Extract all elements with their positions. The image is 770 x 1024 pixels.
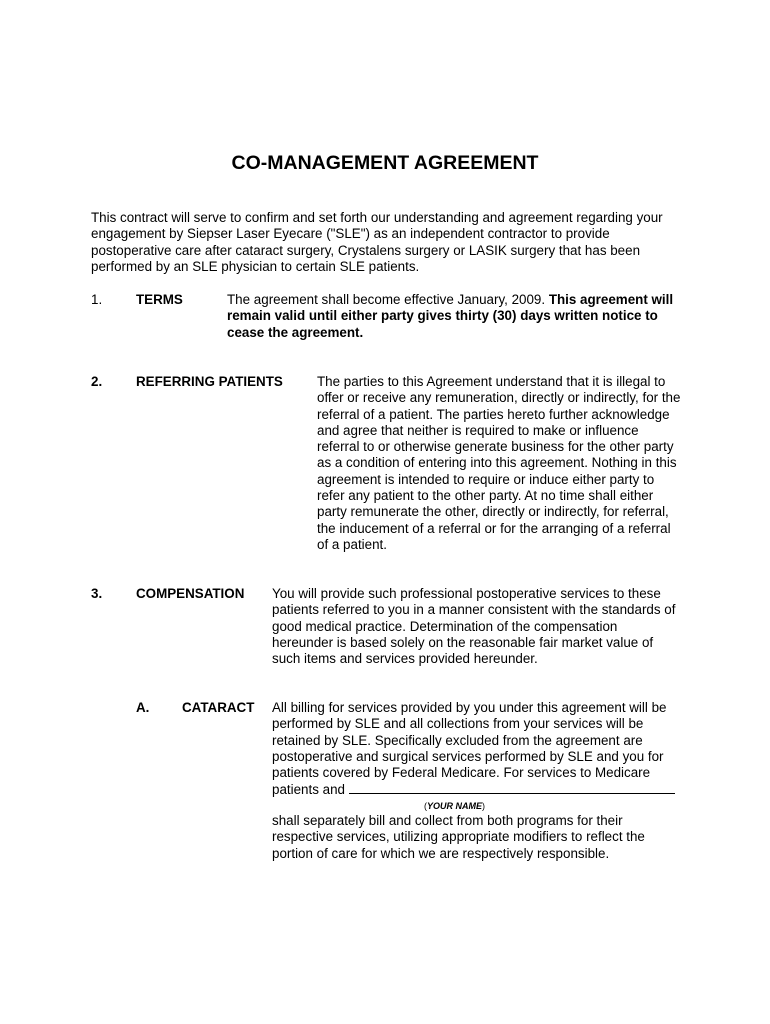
section-2-body: The parties to this Agreement understand that it is illegal to offer or receive any remuneration, directly or indirectly, for the referral of a patient. The parties hereto further acknowledge and agree that neither is required to make or influence referral to or otherwise generate business for the other party as a condition of entering into this agreement. Nothing in this agreement is intended to require or induce either party to refer any patient to the other party. At no time shall either party remunerate the other, directly or indirectly, for referral, the inducement of a referral or for the arranging of a referral of a patient.: [317, 374, 681, 552]
intro-paragraph: This contract will serve to confirm and set forth our understanding and agreement regarding your engagement by Siepser Laser Eyecare ("SLE") as an independent contractor to provide postoperative care after cataract surgery, Crystalens surgery or LASIK surgery that has been performed by an SLE physician to certain SLE patients.: [91, 210, 663, 274]
your-name-blank-line[interactable]: [349, 781, 675, 794]
section-1-text-plain: The agreement shall become effective January, 2009.: [227, 292, 549, 307]
section-3-heading: COMPENSATION: [136, 586, 245, 601]
subsection-a-body-continued: shall separately bill and collect from both programs for their respective services, utilizing appropriate modifiers to reflect the portion of care for which we are respectively responsible.: [272, 813, 645, 861]
your-name-caption: (YOUR NAME): [424, 801, 486, 811]
section-1-text-bold: This agreement will remain valid until either party gives thirty (30) days written notice to cease the agreement.: [227, 292, 674, 340]
section-1-number: 1.: [91, 292, 103, 307]
your-name-caption-text: YOUR NAME: [427, 801, 483, 811]
subsection-a-letter: A.: [136, 700, 150, 715]
subsection-a-text-before: All billing for services provided by you under this agreement will be performed by SLE and all collections from your services will be retained by SLE. Specifically excluded from the agreement are postoperative and surgical services performed by SLE and you for patients covered by Federal Medicare. For services to Medicare patients and: [272, 700, 667, 798]
section-1-heading: TERMS: [136, 292, 183, 307]
section-3-body: You will provide such professional postoperative services to these patients referred to you in a manner consistent with the standards of good medical practice. Determination of the compensation hereunder is based solely on the reasonable fair market value of such items and services provided hereunder.: [272, 586, 676, 667]
section-1-body: [227, 292, 675, 341]
subsection-a-body: [272, 700, 680, 799]
document-title: CO-MANAGEMENT AGREEMENT: [231, 152, 539, 174]
section-3-number: 3.: [91, 586, 103, 601]
section-2-heading: REFERRING PATIENTS: [136, 374, 283, 389]
section-2-number: 2.: [91, 374, 103, 389]
subsection-a-heading: CATARACT: [182, 700, 255, 715]
